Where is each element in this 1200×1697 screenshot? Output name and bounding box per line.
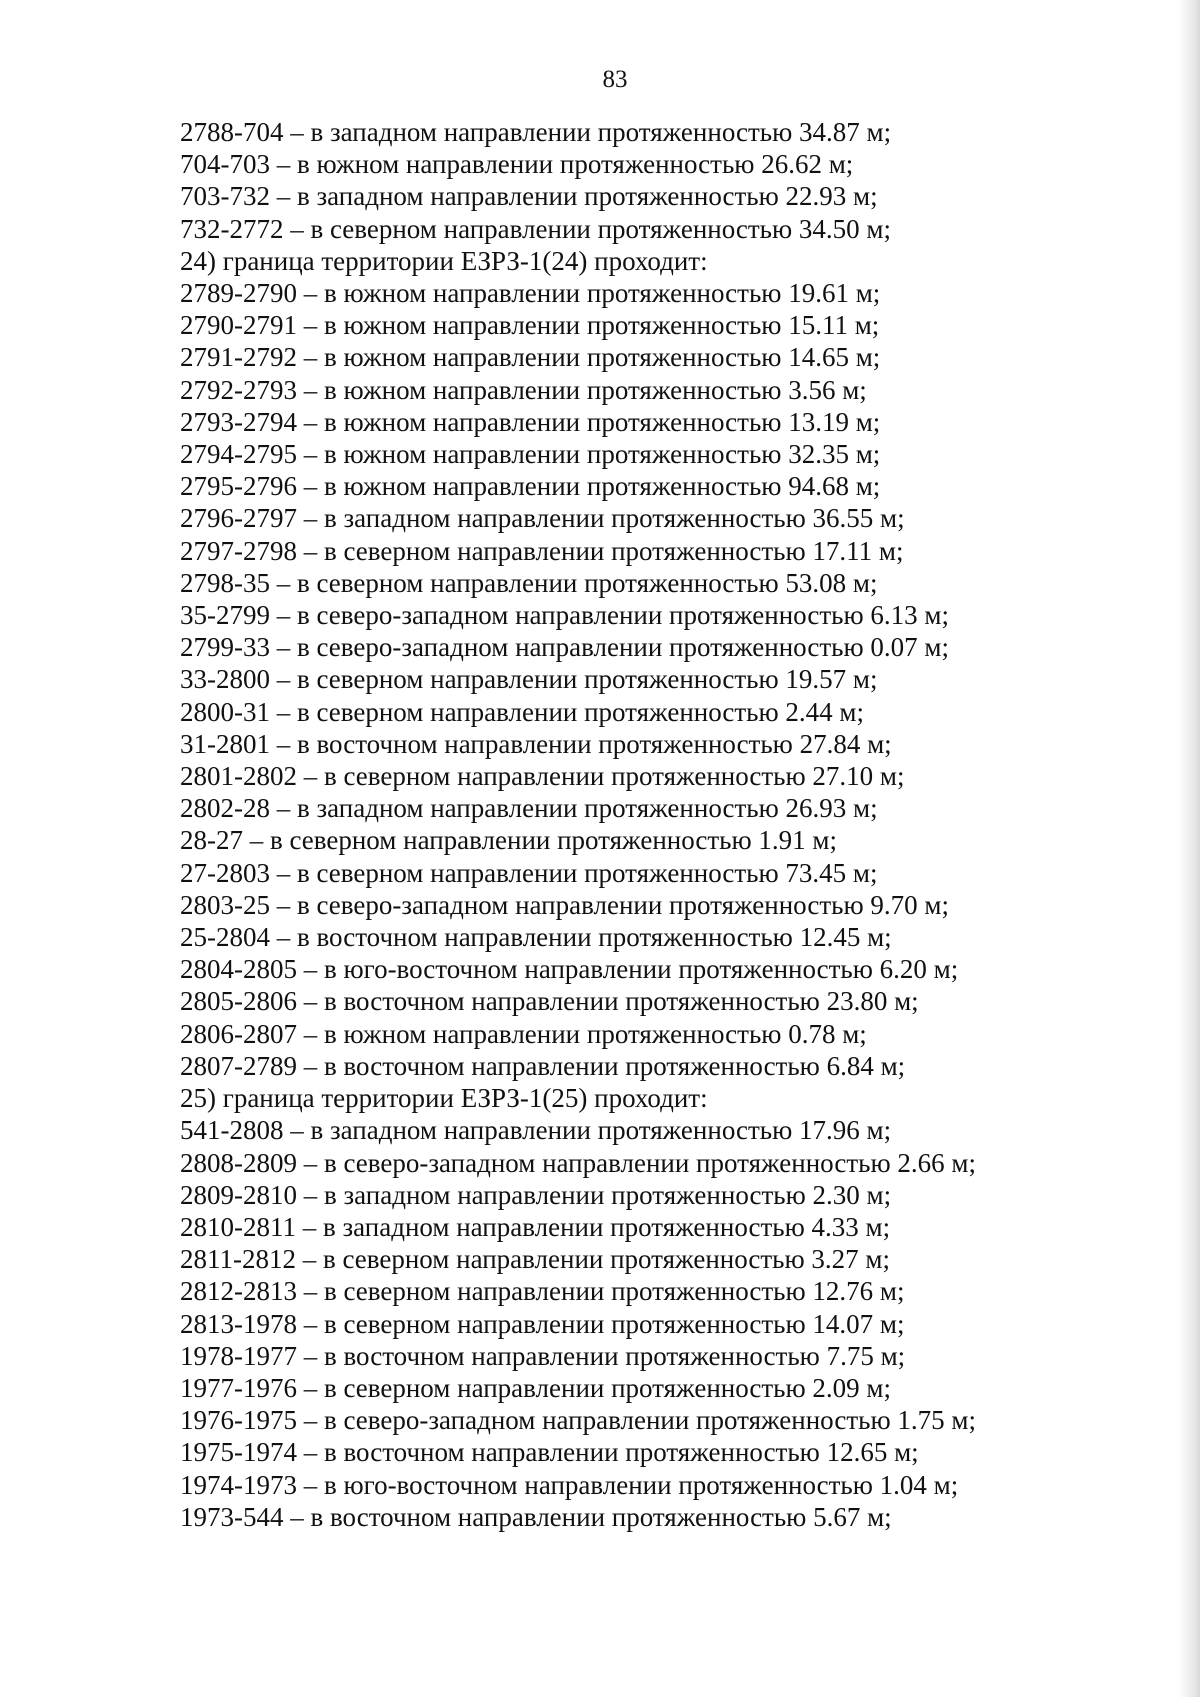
- text-line: 2811-2812 – в северном направлении протяженностью 3.27 м;: [180, 1244, 891, 1275]
- text-line: 2802-28 – в западном направлении протяженностью 26.93 м;: [180, 793, 878, 824]
- text-line: 2796-2797 – в западном направлении протяженностью 36.55 м;: [180, 503, 905, 534]
- text-line: 2804-2805 – в юго-восточном направлении протяженностью 6.20 м;: [180, 954, 959, 985]
- text-line: 2795-2796 – в южном направлении протяженностью 94.68 м;: [180, 471, 881, 502]
- text-line: 2803-25 – в северо-западном направлении протяженностью 9.70 м;: [180, 889, 949, 920]
- text-line: 2806-2807 – в южном направлении протяженностью 0.78 м;: [180, 1018, 867, 1049]
- text-line: 1973-544 – в восточном направлении протяженностью 5.67 м;: [180, 1501, 892, 1532]
- text-line: 2792-2793 – в южном направлении протяженностью 3.56 м;: [180, 374, 867, 405]
- section-heading: 24) граница территории ЕЗРЗ-1(24) проходит:: [180, 245, 708, 276]
- text-line: 1976-1975 – в северо-западном направлении протяженностью 1.75 м;: [180, 1405, 976, 1436]
- text-line: 2793-2794 – в южном направлении протяженностью 13.19 м;: [180, 406, 881, 437]
- text-line: 2813-1978 – в северном направлении протяженностью 14.07 м;: [180, 1308, 905, 1339]
- text-line: 35-2799 – в северо-западном направлении протяженностью 6.13 м;: [180, 600, 949, 631]
- text-line: 1977-1976 – в северном направлении протяженностью 2.09 м;: [180, 1372, 892, 1403]
- text-line: 31-2801 – в восточном направлении протяженностью 27.84 м;: [180, 728, 892, 759]
- text-line: 703-732 – в западном направлении протяженностью 22.93 м;: [180, 181, 878, 212]
- text-line: 1978-1977 – в восточном направлении протяженностью 7.75 м;: [180, 1340, 906, 1371]
- text-line: 2808-2809 – в северо-западном направлении протяженностью 2.66 м;: [180, 1147, 976, 1178]
- text-line: 1975-1974 – в восточном направлении протяженностью 12.65 м;: [180, 1437, 919, 1468]
- text-line: 2809-2810 – в западном направлении протяженностью 2.30 м;: [180, 1179, 892, 1210]
- page-number: 83: [602, 66, 628, 93]
- text-line: 25-2804 – в восточном направлении протяженностью 12.45 м;: [180, 922, 892, 953]
- text-line: 704-703 – в южном направлении протяженностью 26.62 м;: [180, 149, 854, 180]
- text-line: 1974-1973 – в юго-восточном направлении протяженностью 1.04 м;: [180, 1469, 959, 1500]
- text-line: 2791-2792 – в южном направлении протяженностью 14.65 м;: [180, 342, 881, 373]
- text-line: 2812-2813 – в северном направлении протяженностью 12.76 м;: [180, 1276, 905, 1307]
- text-line: 2798-35 – в северном направлении протяженностью 53.08 м;: [180, 567, 878, 598]
- text-line: 2801-2802 – в северном направлении протяженностью 27.10 м;: [180, 761, 905, 792]
- text-line: 2800-31 – в северном направлении протяженностью 2.44 м;: [180, 696, 865, 727]
- scan-edge-shadow: [1178, 0, 1200, 1697]
- text-line: 732-2772 – в северном направлении протяженностью 34.50 м;: [180, 213, 892, 244]
- text-line: 541-2808 – в западном направлении протяженностью 17.96 м;: [180, 1115, 892, 1146]
- text-line: 2799-33 – в северо-западном направлении протяженностью 0.07 м;: [180, 632, 949, 663]
- text-line: 2789-2790 – в южном направлении протяженностью 19.61 м;: [180, 278, 881, 309]
- text-line: 2788-704 – в западном направлении протяженностью 34.87 м;: [180, 117, 892, 147]
- section-heading: 25) граница территории ЕЗРЗ-1(25) проходит:: [180, 1083, 708, 1114]
- text-line: 27-2803 – в северном направлении протяженностью 73.45 м;: [180, 857, 878, 888]
- text-line: 2794-2795 – в южном направлении протяженностью 32.35 м;: [180, 439, 881, 470]
- text-line: 2797-2798 – в северном направлении протяженностью 17.11 м;: [180, 535, 904, 566]
- text-line: 2807-2789 – в восточном направлении протяженностью 6.84 м;: [180, 1050, 906, 1081]
- text-line: 28-27 – в северном направлении протяженностью 1.91 м;: [180, 825, 838, 856]
- text-line: 2790-2791 – в южном направлении протяженностью 15.11 м;: [180, 310, 880, 341]
- text-line: 2810-2811 – в западном направлении протяженностью 4.33 м;: [180, 1211, 891, 1242]
- document-body: [180, 116, 1180, 1533]
- text-line: 33-2800 – в северном направлении протяженностью 19.57 м;: [180, 664, 878, 695]
- text-line: 2805-2806 – в восточном направлении протяженностью 23.80 м;: [180, 986, 919, 1017]
